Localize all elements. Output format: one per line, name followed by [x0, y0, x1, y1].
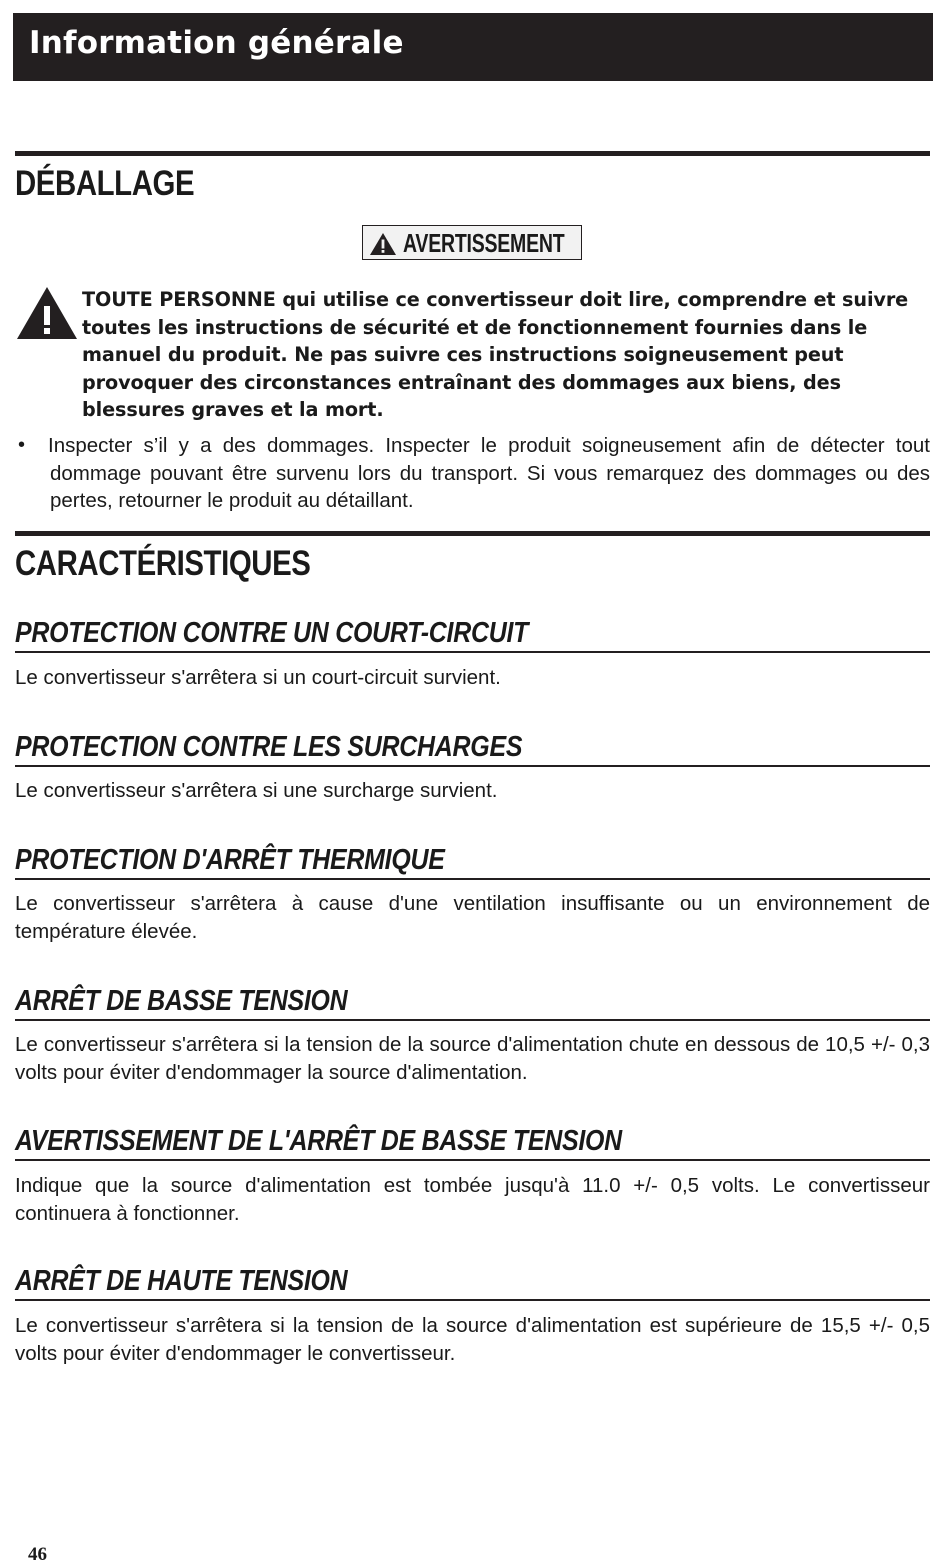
feature-heading-overload: PROTECTION CONTRE LES SURCHARGES	[15, 731, 523, 763]
feature-divider	[15, 878, 930, 880]
feature-divider	[15, 765, 930, 767]
feature-divider	[15, 1159, 930, 1161]
feature-heading-thermal: PROTECTION D'ARRÊT THERMIQUE	[15, 844, 445, 876]
feature-heading-low-voltage-warning: AVERTISSEMENT DE L'ARRÊT DE BASSE TENSION	[15, 1125, 622, 1157]
feature-text-thermal: Le convertisseur s'arrêtera à cause d'une ventilation insuffisante ou un environnement de température élevée.	[15, 892, 930, 943]
header-bar	[13, 13, 933, 81]
feature-heading-short-circuit: PROTECTION CONTRE UN COURT-CIRCUIT	[15, 617, 529, 649]
page-number: 46	[28, 1544, 47, 1565]
warning-triangle-icon	[369, 232, 397, 256]
warning-label: AVERTISSEMENT	[403, 228, 565, 258]
section-title-unpacking: DÉBALLAGE	[15, 164, 195, 203]
warning-label-box	[362, 225, 582, 260]
feature-divider	[15, 1019, 930, 1021]
warning-message: TOUTE PERSONNE qui utilise ce convertisseur doit lire, comprendre et suivre toutes les instructions de sécurité et de fonctionnement fournies dans le manuel du produit. Ne pas suivre ces instructions soigneusement peut provoquer des circonstances entraînant des dommages aux biens, des blessures graves et la mort.	[82, 288, 909, 421]
feature-heading-low-voltage: ARRÊT DE BASSE TENSION	[15, 985, 348, 1017]
section-divider-unpacking	[15, 151, 930, 156]
feature-text-high-voltage: Le convertisseur s'arrêtera si la tension de la source d'alimentation est supérieure de 15,5 +/- 0,5 volts pour éviter d'endommager le convertisseur.	[15, 1314, 930, 1365]
feature-text-short-circuit: Le convertisseur s'arrêtera si un court-circuit survient.	[15, 666, 501, 689]
section-divider-features	[15, 531, 930, 536]
feature-text-low-voltage-warning: Indique que la source d'alimentation est tombée jusqu'à 11.0 +/- 0,5 volts. Le convertisseur continuera à fonctionner.	[15, 1174, 930, 1225]
feature-text-overload: Le convertisseur s'arrêtera si une surcharge survient.	[15, 779, 498, 802]
feature-divider	[15, 1299, 930, 1301]
bullet-item-inspection: Inspecter s’il y a des dommages. Inspecter le produit soigneusement afin de détecter tout dommage pouvant être survenu lors du transport. Si vous remarquez des dommages ou des pertes, retourner le produit au détaillant.	[48, 434, 930, 512]
warning-triangle-icon	[16, 286, 78, 340]
feature-divider	[15, 651, 930, 653]
page-title: Information générale	[29, 25, 404, 61]
bullet-symbol: •	[18, 434, 26, 456]
feature-heading-high-voltage: ARRÊT DE HAUTE TENSION	[15, 1265, 348, 1297]
section-title-features: CARACTÉRISTIQUES	[15, 544, 311, 583]
feature-text-low-voltage: Le convertisseur s'arrêtera si la tension de la source d'alimentation chute en dessous de 10,5 +/- 0,3 volts pour éviter d'endommager la source d'alimentation.	[15, 1033, 930, 1084]
